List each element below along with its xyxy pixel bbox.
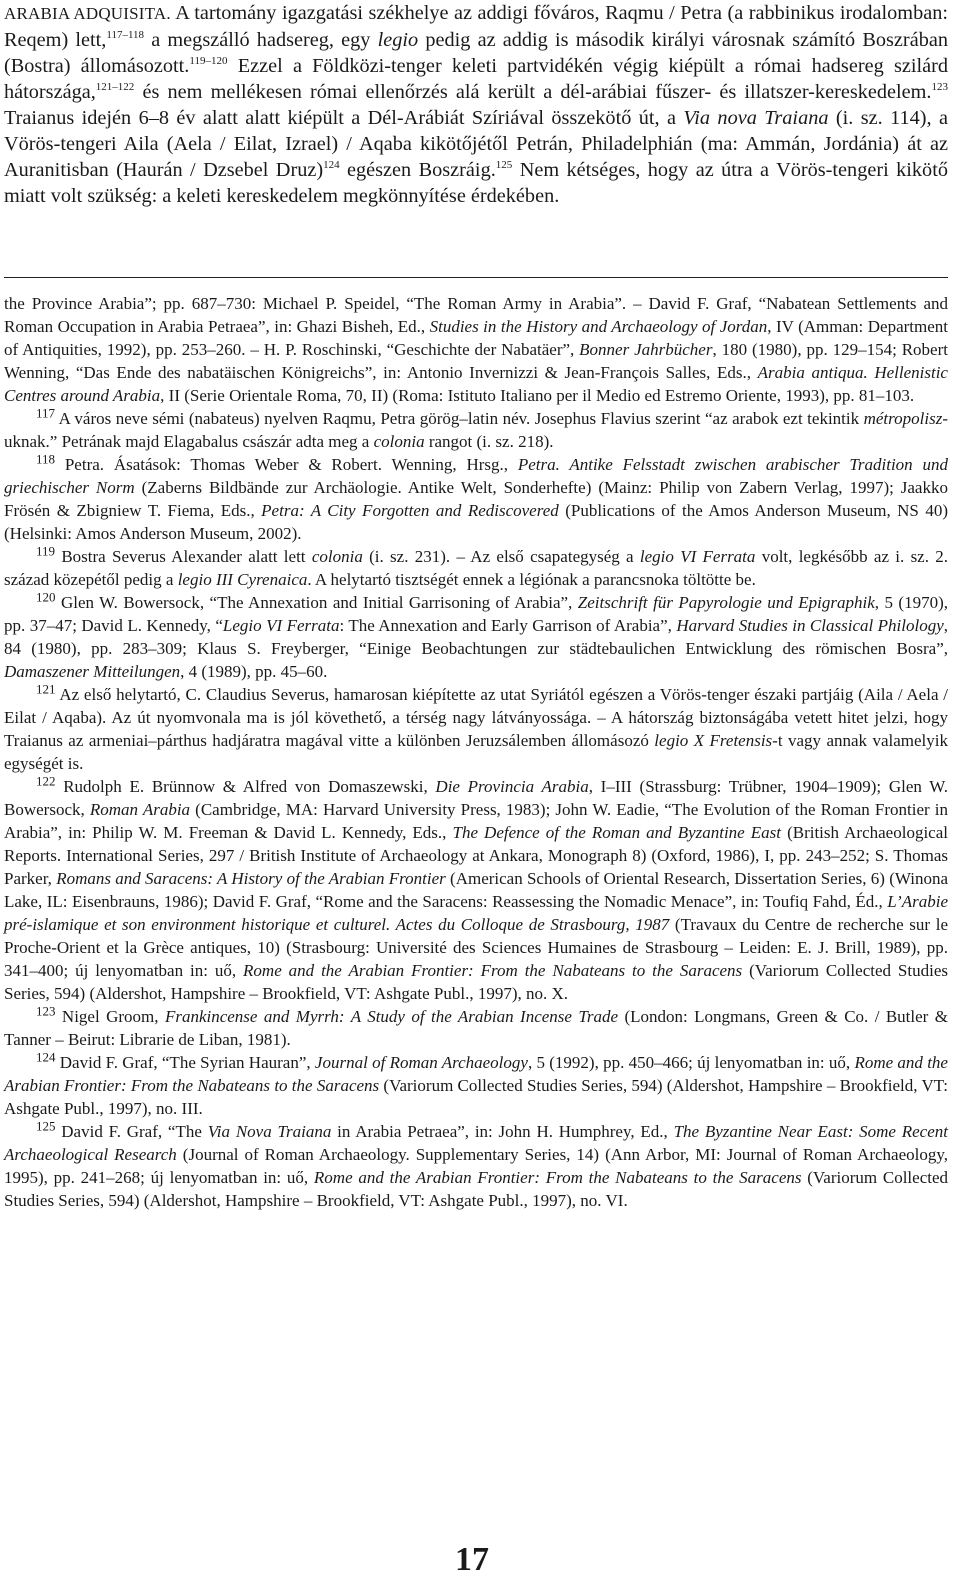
- footnote-text: David F. Graf, “The: [55, 1122, 208, 1141]
- footnote-number: 122: [36, 773, 56, 789]
- footnote-italic: colonia: [373, 432, 425, 451]
- footnote-number: 120: [36, 589, 56, 605]
- body-text: a megszálló hadsereg, egy: [144, 29, 378, 51]
- footnote-text: -t vagy annak valamelyik egységét is.: [4, 731, 948, 773]
- footnote-text: , 84 (1980), pp. 283–309; Klaus S. Freyberger, “Einige Beobachtungen zur städtebaulichen Entwicklung des römischen Bosra”,: [4, 616, 948, 658]
- footnote-italic: legio X Fretensis: [654, 731, 773, 750]
- footnote-number: 121: [36, 681, 56, 697]
- footnote-italic: colonia: [311, 547, 363, 566]
- footnote-124: [4, 1051, 948, 1120]
- footnote-text: (American Schools of Oriental Research, Dissertation Series, 6) (Winona Lake, IL: Eisenbrauns, 1986); David F. Graf, “Rome and the Saracens: Reassessing the Nomadic Menace”, in: Toufiq Fahd, Éd.,: [4, 869, 948, 911]
- footnote-text: : The Annexation and Early Garrison of Arabia”,: [339, 616, 677, 635]
- footnote-number: 118: [36, 451, 56, 467]
- footnote-text: A város neve sémi (nabateus) nyelven Raqmu, Petra görög–latin név. Josephus Flavius szerint “az arabok ezt tekintik: [55, 409, 864, 428]
- footnote-text: in Arabia Petraea”, in: John H. Humphrey, Ed.,: [331, 1122, 674, 1141]
- footnote-italic: Legio VI Ferrata: [222, 616, 340, 635]
- footnote-text: the Province Arabia”; pp. 687–730: Michael P. Speidel, “The Roman Army in Arabia”. – David F. Graf, “Nabatean Settlements and Roman Occupation in Arabia Petraea”, in: Ghazi Bisheh, Ed.,: [4, 294, 948, 336]
- footnote-text: (Journal of Roman Archaeology. Supplementary Series, 14) (Ann Arbor, MI: Journal of Roman Archaeology, 1995), pp. 241–268; új lenyomatban in: uő,: [4, 1145, 948, 1187]
- footnote-text: (Variorum Collected Studies Series, 594) (Aldershot, Hampshire – Brookfield, VT: Ashgate Publ., 1997), no. X.: [4, 961, 948, 1003]
- footnote-italic: The Byzantine Near East: Some Recent Archaeological Research: [4, 1122, 948, 1164]
- footnote-italic: Rome and the Arabian Frontier: From the Nabateans to the Saracens: [4, 1053, 948, 1095]
- footnote-italic: Frankincense and Myrrh: A Study of the Arabian Incense Trade: [164, 1007, 619, 1026]
- page: [4, 0, 948, 1212]
- footnote-ref[interactable]: 121–122: [95, 81, 135, 94]
- footnote-text: , 180 (1980), pp. 129–154; Robert Wenning, “Das Ende des nabatäischen Königreichs”, in: Antonio Invernizzi & Jean-François Salles, Eds.,: [4, 340, 948, 382]
- footnote-text: (Variorum Collected Studies Series, 594) (Aldershot, Hampshire – Brookfield, VT: Ashgate Publ., 1997), no. VI.: [4, 1168, 949, 1210]
- footnote-italic: Rome and the Arabian Frontier: From the Nabateans to the Saracens: [313, 1168, 802, 1187]
- footnote-text: (London: Longmans, Green & Co. / Butler & Tanner – Beirut: Librarie de Liban, 1981).: [4, 1007, 948, 1049]
- footnote-ref[interactable]: 125: [495, 159, 513, 172]
- footnote-italic: legio VI Ferrata: [639, 547, 756, 566]
- footnote-text: , 4 (1989), pp. 45–60.: [180, 662, 328, 681]
- footnote-text: (British Archaeological Reports. International Series, 297 / British Institute of Archaeology at Ankara, Monograph 8) (Oxford, 1986), I, pp. 243–252; S. Thomas Parker,: [4, 823, 948, 888]
- footnote-text: (Variorum Collected Studies Series, 594) (Aldershot, Hampshire – Brookfield, VT: Ashgate Publ., 1997), no. III.: [4, 1076, 948, 1118]
- footnote-text: rangot (i. sz. 218).: [424, 432, 554, 451]
- footnote-text: (Travaux du Centre de recherche sur le Proche-Orient et la Grèce antiques, 10) (Strasbourg: Université des Sciences Humaines de Strasbourg – Leiden: E. J. Brill, 1989), pp. 341–400; új lenyomatban in: uő,: [4, 915, 949, 980]
- footnote-text: Glen W. Bowersock, “The Annexation and Initial Garrisoning of Arabia”,: [55, 593, 578, 612]
- footnote-continuation: [4, 292, 948, 407]
- section-heading: ARABIA ADQUISITA.: [4, 4, 171, 23]
- footnote-text: Petra. Ásatások: Thomas Weber & Robert. Wenning, Hrsg.,: [55, 455, 518, 474]
- footnote-italic: Petra: A City Forgotten and Rediscovered: [261, 501, 559, 520]
- footnote-125: [4, 1120, 948, 1212]
- footnote-text: , I–III (Strassburg: Trübner, 1904–1909); Glen W. Bowersock,: [4, 777, 948, 819]
- footnote-123: [4, 1005, 948, 1051]
- footnote-italic: Die Provincia Arabia: [435, 777, 589, 796]
- footnote-ref[interactable]: 119–120: [189, 55, 228, 68]
- footnote-italic: Damaszener Mitteilungen: [4, 662, 181, 681]
- footnote-italic: Rome and the Arabian Frontier: From the Nabateans to the Saracens: [243, 961, 743, 980]
- footnote-text: volt, legkésőbb az i. sz. 2. század közepétől pedig a: [4, 547, 949, 589]
- footnote-italic: Petra. Antike Felsstadt zwischen arabischer Tradition und griechischer Norm: [4, 455, 948, 497]
- footnote-divider: [4, 277, 948, 278]
- footnote-number: 123: [36, 1003, 56, 1019]
- footnote-text: David F. Graf, “The Syrian Hauran”,: [55, 1053, 315, 1072]
- footnote-text: , 5 (1970), pp. 37–47; David L. Kennedy, “: [4, 593, 948, 635]
- footnote-text: (Publications of the Amos Anderson Museum, NS 40) (Helsinki: Amos Anderson Museum, 2002).: [4, 501, 948, 543]
- footnote-121: [4, 683, 948, 775]
- footnote-italic: Via Nova Traiana: [207, 1122, 332, 1141]
- footnote-120: [4, 591, 948, 683]
- footnote-text: , IV (Amman: Department of Antiquities, 1992), pp. 253–260. – H. P. Roschinski, “Geschichte der Nabatäer”,: [4, 317, 948, 359]
- footnote-118: [4, 453, 948, 545]
- body-text: pedig az addig is második királyi városnak számító Boszrában (Bostra) állomásozott.: [4, 29, 948, 77]
- body-text: Ezzel a Földközi-tenger keleti partvidékén végig kiépült a római hadsereg szilárd hátországa,: [4, 55, 948, 103]
- footnote-text: , II (Serie Orientale Roma, 70, II) (Roma: Istituto Italiano per il Medio ed Estremo Oriente, 1993), pp. 81–103.: [160, 386, 915, 405]
- footnote-text: Nigel Groom,: [55, 1007, 165, 1026]
- footnote-italic: Journal of Roman Archaeology: [314, 1053, 528, 1072]
- footnote-ref[interactable]: 117–118: [106, 29, 145, 42]
- body-text: Nem kétséges, hogy az útra a Vörös-tengeri kikötő miatt volt szükség: a keleti kereskedelem megkönnyítése érdekében.: [4, 159, 948, 207]
- footnote-number: 125: [36, 1118, 56, 1134]
- footnote-text: . A helytartó tisztségét ennek a légiónak a parancsnoka töltötte be.: [307, 570, 756, 589]
- footnote-119: [4, 545, 948, 591]
- footnote-italic: Bonner Jahrbücher: [579, 340, 713, 359]
- footnote-italic: Roman Arabia: [89, 800, 191, 819]
- body-italic: legio: [377, 29, 419, 51]
- footnote-text: Az első helytartó, C. Claudius Severus, hamarosan kiépítette az utat Syriától egészen a Vörös-tenger északi partjáig (Aila / Aela / Eilat / Aqaba). Az út nyomvonala ma is jól követhető, a térség nagy látványossága. – A hátország biztonságába vetett hitet jelzi, hogy Traianus az armeniai–párthus hadjáratra magával vitte a különben Jeruzsálemben állomásozó: [4, 685, 948, 750]
- footnote-italic: métropolisz: [863, 409, 943, 428]
- footnote-text: -uknak.” Petrának majd Elagabalus császár adta meg a: [4, 409, 948, 451]
- main-paragraph: [4, 0, 948, 209]
- footnote-italic: Harvard Studies in Classical Philology: [676, 616, 944, 635]
- body-text: egészen Boszráig.: [339, 159, 496, 181]
- footnote-text: (i. sz. 231). – Az első csapategység a: [362, 547, 640, 566]
- footnote-italic: Zeitschrift für Papyrologie und Epigraphik: [577, 593, 875, 612]
- footnote-italic: Arabia antiqua. Hellenistic Centres around Arabia: [4, 363, 948, 405]
- body-text: (i. sz. 114), a Vörös-tengeri Aila (Aela / Eilat, Izrael) / Aqaba kikötőjétől Petrán, Philadelphián (ma: Ammán, Jordánia) át az Auranitisban (Haurán / Dzsebel Druz): [4, 107, 948, 181]
- footnote-italic: The Defence of the Roman and Byzantine East: [452, 823, 782, 842]
- footnote-italic: legio III Cyrenaica: [177, 570, 308, 589]
- footnote-number: 124: [36, 1049, 56, 1065]
- footnote-text: (Cambridge, MA: Harvard University Press, 1983); John W. Eadie, “The Evolution of the Roman Frontier in Arabia”, in: Philip W. M. Freeman & David L. Kennedy, Eds.,: [4, 800, 949, 842]
- body-text: és nem mellékesen római ellenőrzés alá került a dél-arábiai fűszer- és illatszer-kereskedelem.: [134, 81, 932, 103]
- footnote-text: , 5 (1992), pp. 450–466; új lenyomatban in: uő,: [527, 1053, 855, 1072]
- footnote-117: [4, 407, 948, 453]
- body-text: Traianus idején 6–8 év alatt alatt kiépült a Dél-Arábiát Szíriával összekötő út, a: [4, 107, 684, 129]
- footnote-number: 117: [36, 405, 56, 421]
- page-number: 17: [455, 1541, 489, 1578]
- footnotes: [4, 292, 948, 1212]
- footnote-italic: Studies in the History and Archaeology of Jordan: [429, 317, 768, 336]
- footnote-text: Rudolph E. Brünnow & Alfred von Domaszewski,: [55, 777, 436, 796]
- footnote-ref[interactable]: 123: [931, 81, 948, 94]
- footnote-122: [4, 775, 948, 1005]
- footnote-number: 119: [36, 543, 56, 559]
- footnote-text: Bostra Severus Alexander alatt lett: [55, 547, 312, 566]
- footnote-ref[interactable]: 124: [323, 159, 340, 172]
- footnote-text: (Zaberns Bildbände zur Archäologie. Antike Welt, Sonderhefte) (Mainz: Philip von Zabern Verlag, 1997); Jaakko Frösén & Zbigniew T. Fiema, Eds.,: [4, 478, 948, 520]
- footnote-italic: L’Arabie pré-islamique et son environment historique et culturel. Actes du Colloque de Strasbourg, 1987: [4, 892, 948, 934]
- body-italic: Via nova Traiana: [683, 107, 829, 129]
- footnote-italic: Romans and Saracens: A History of the Arabian Frontier: [56, 869, 446, 888]
- body-text: A tartomány igazgatási székhelye az addigi főváros, Raqmu / Petra (a rabbinikus irodalomban: Reqem) lett,: [4, 2, 948, 51]
